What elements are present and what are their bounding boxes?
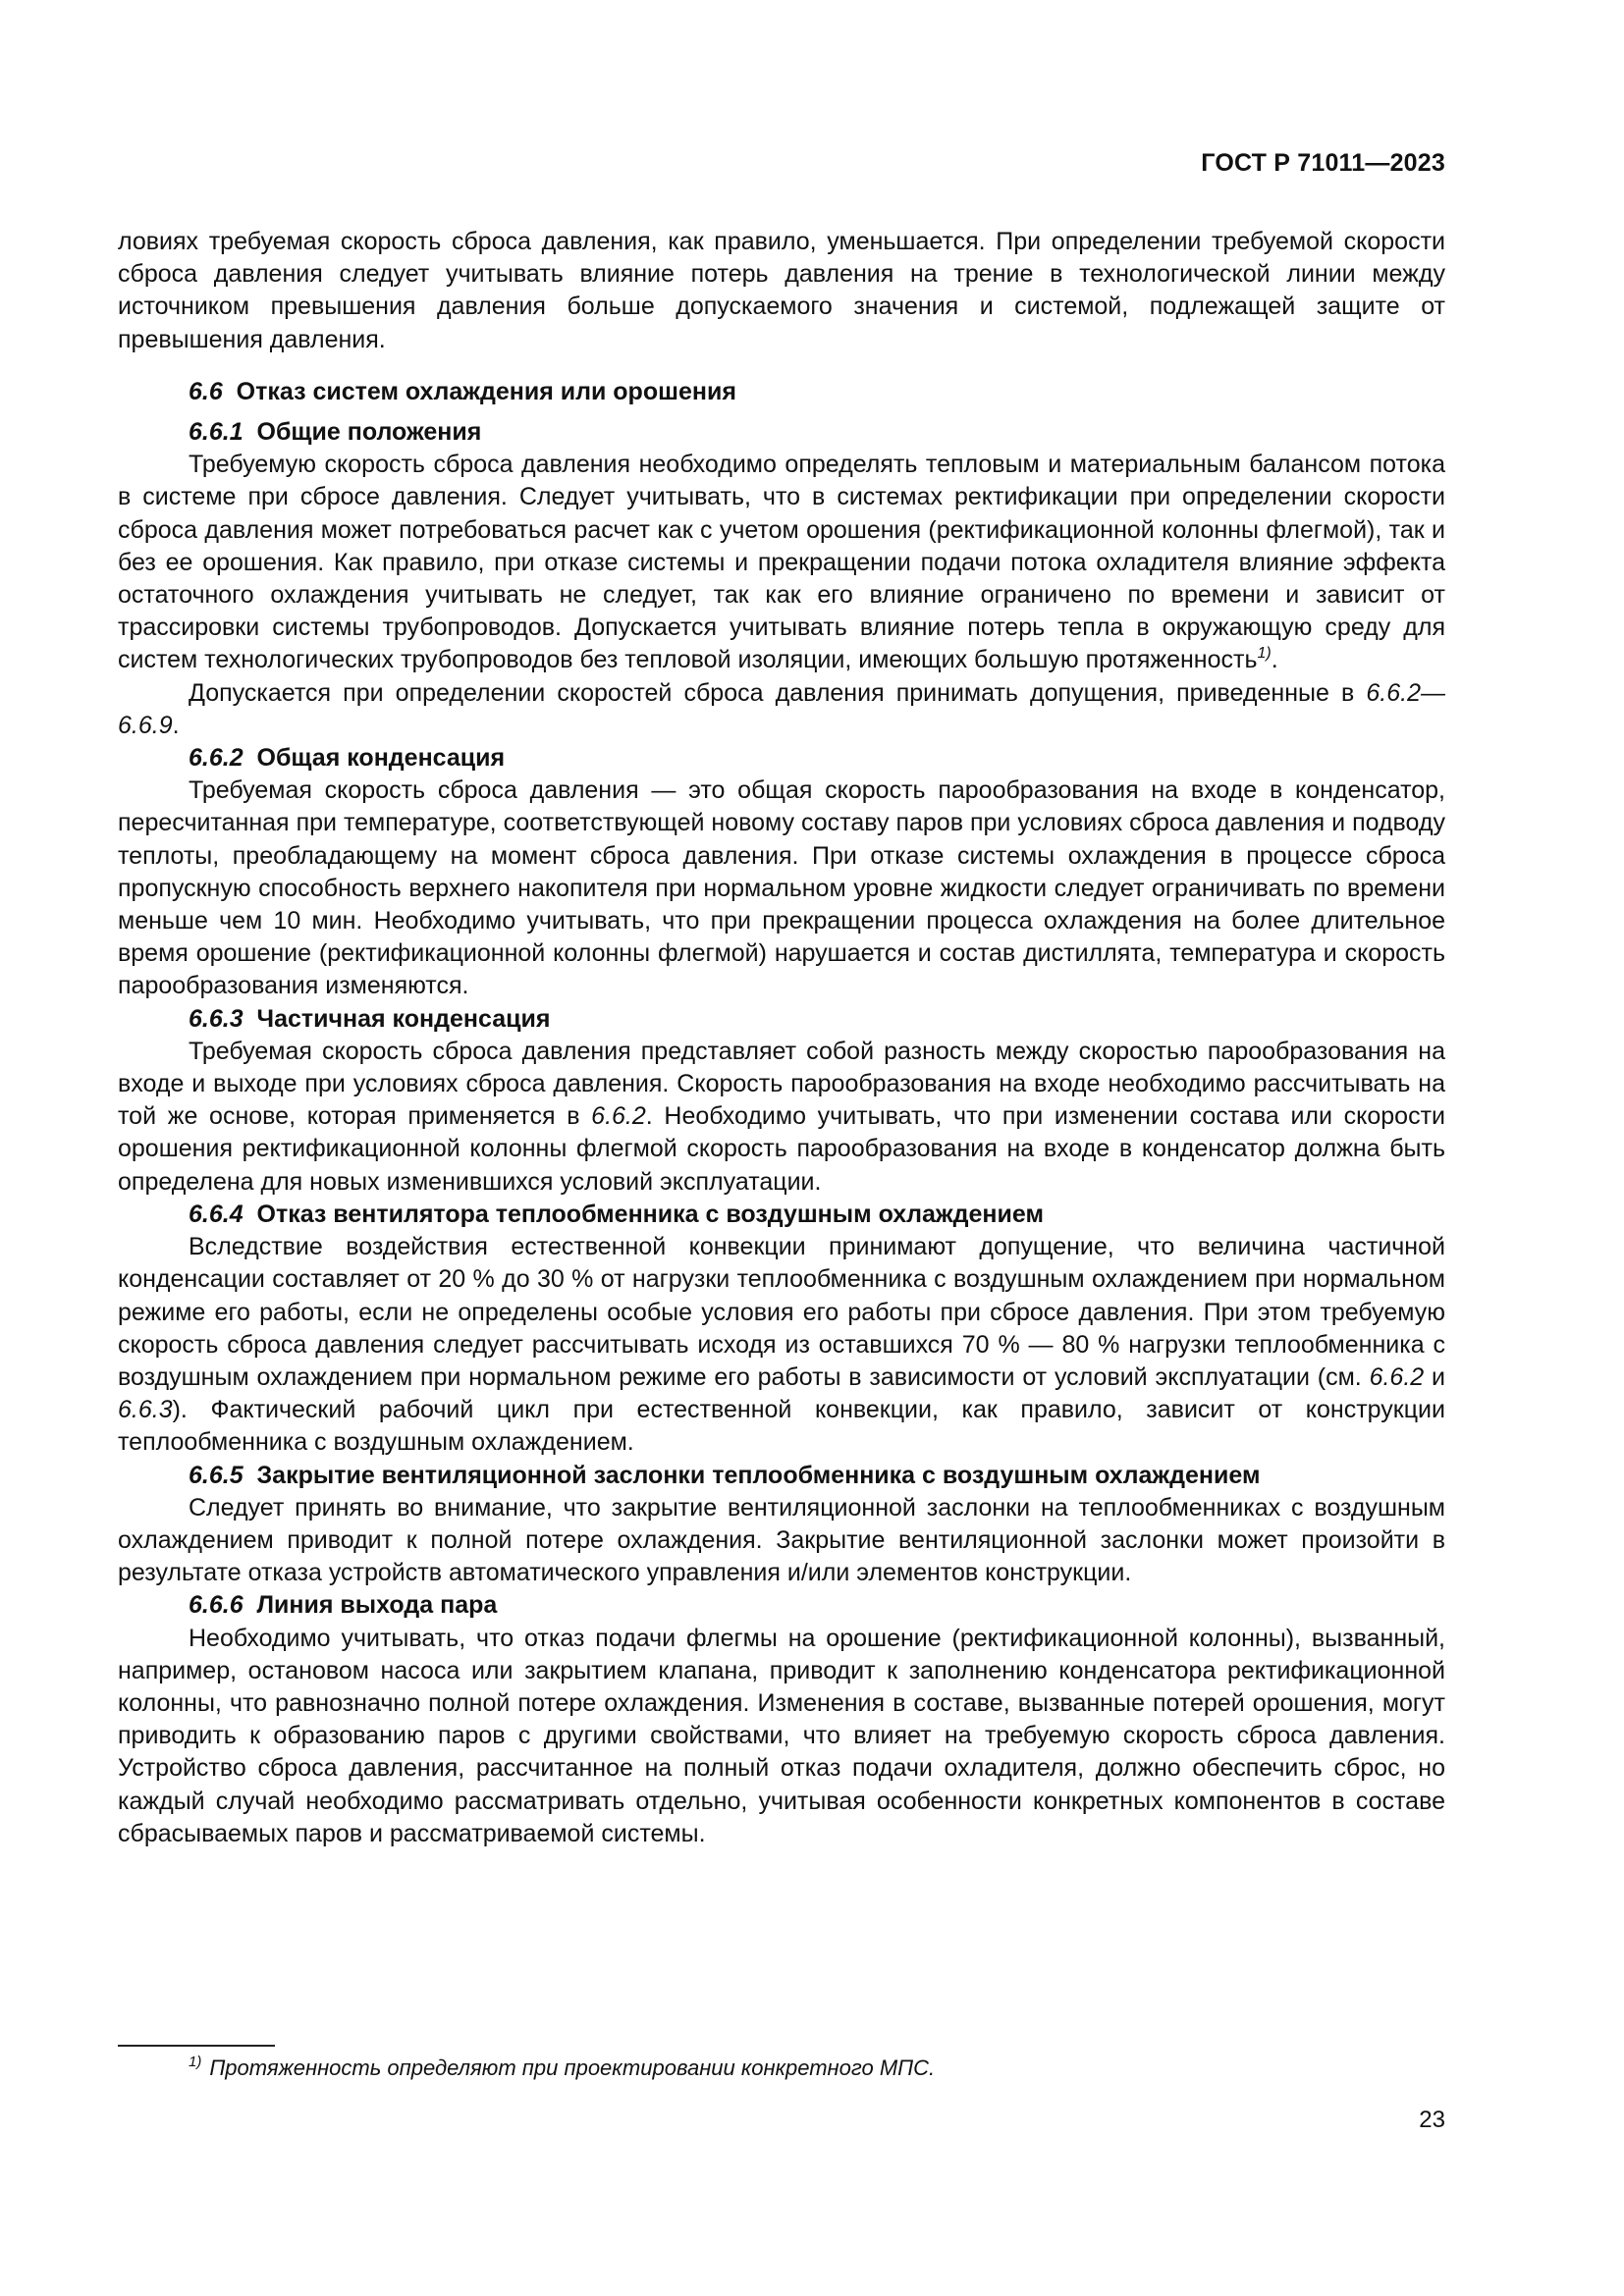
section-number: 6.6.1 (189, 418, 244, 447)
section-title: Общие положения (256, 418, 482, 447)
section-title: Отказ систем охлаждения или орошения (236, 377, 736, 405)
paragraph-6-6-1-b: Допускается при определении скоростей сброса давления принимать допущения, приведенные в 6.6.2—6.6.9. (118, 678, 1445, 739)
paragraph-6-6-5: Следует принять во внимание, что закрытие вентиляционной заслонки на теплообменниках с воздушным охлаждением приводит к полной потере охлаждения. Закрытие вентиляционной заслонки может произойти в результате отказа устройств автоматического управления и/или элементов конструкции. (118, 1493, 1445, 1587)
cross-reference: 6.6.2—6.6.9 (118, 678, 1445, 739)
continued-paragraph: ловиях требуемая скорость сброса давления, как правило, уменьшается. При определении требуемой скорости сброса давления следует учитывать влияние потерь давления на трение в технологической линии между источником превышения давления больше допускаемого значения и системой, подлежащей защите от превышения давления. (118, 228, 1445, 353)
section-title: Общая конденсация (256, 744, 506, 773)
section-heading-6-6 (118, 376, 1445, 408)
paragraph-6-6-2: Требуемая скорость сброса давления — это общая скорость парообразования на входе в конденсатор, пересчитанная при температуре, соответствующей новому составу паров при условиях сброса давления и подводу теплоты, преобладающему на момент сброса давления. При отказе системы охлаждения в процессе сброса пропускную способность верхнего накопителя при нормальном уровне жидкости следует ограничивать по времени меньше чем 10 мин. Необходимо учитывать, что при прекращении процесса охлаждения на более длительное время орошение (ректификационной колонны флегмой) нарушается и состав дистиллята, температура и скорость парообразования изменяются. (118, 776, 1445, 1000)
section-number: 6.6.5 (189, 1461, 244, 1489)
footnote-mark: 1) (189, 2054, 202, 2070)
section-number: 6.6.6 (189, 1591, 244, 1620)
paragraph-6-6-6: Необходимо учитывать, что отказ подачи флегмы на орошение (ректификационной колонны), вызванный, например, остановом насоса или закрытием клапана, приводит к заполнению конденсатора ректификационной колонны, что равнозначно полной потере охлаждения. Изменения в составе, вызванные потерей орошения, могут приводить к образованию паров с другими свойствами, что влияет на требуемую скорость сброса давления. Устройство сброса давления, рассчитанное на полный отказ подачи охладителя, должно обеспечить сброс, но каждый случай необходимо рассматривать отдельно, учитывая особенности конкретных компонентов в составе сбрасываемых паров и рассматриваемой системы. (118, 1624, 1445, 1847)
section-title: Закрытие вентиляционной заслонки теплообменника с воздушным охлаждением (256, 1461, 1261, 1489)
section-heading-6-6-4 (118, 1199, 1445, 1231)
paragraph-6-6-3: Требуемая скорость сброса давления представляет собой разность между скоростью парообразования на входе и выходе при условиях сброса давления. Скорость парообразования на входе необходимо рассчитывать на той же основе, которая применяется в 6.6.2. Необходимо учитывать, что при изменении состава или скорости орошения ректификационной колонны флегмой скорость парообразования на входе в конденсатор должна быть определена для новых изменившихся условий эксплуатации. (118, 1037, 1445, 1196)
section-title: Линия выхода пара (256, 1591, 498, 1620)
document-page (118, 0, 1445, 2296)
section-title: Отказ вентилятора теплообменника с воздушным охлаждением (256, 1200, 1044, 1228)
section-heading-6-6-2 (118, 742, 1445, 774)
main-text (118, 226, 1445, 1850)
section-number: 6.6.2 (189, 744, 244, 773)
paragraph-6-6-4: Вследствие воздействия естественной конвекции принимают допущение, что величина частичной конденсации составляет от 20 % до 30 % от нагрузки теплообменника с воздушным охлаждением при нормальном режиме его работы, если не определены особые условия его работы при сбросе давления. При этом требуемую скорость сброса давления следует рассчитывать исходя из оставшихся 70 % — 80 % нагрузки теплообменника с воздушным охлаждением при нормальном режиме его работы в зависимости от условий эксплуатации (см. 6.6.2 и 6.6.3). Фактический рабочий цикл при естественной конвекции, как правило, зависит от конструкции теплообменника с воздушным охлаждением. (118, 1233, 1445, 1457)
footnote-reference: 1) (1257, 645, 1272, 663)
section-title: Частичная конденсация (256, 1004, 551, 1033)
footnote (189, 2056, 935, 2081)
cross-reference: 6.6.2 (591, 1102, 646, 1131)
section-heading-6-6-6 (118, 1589, 1445, 1622)
section-heading-6-6-3 (118, 1003, 1445, 1036)
footnote-divider (118, 2045, 275, 2047)
page-number: 23 (1419, 2107, 1445, 2133)
footnote-text: Протяженность определяют при проектировании конкретного МПС. (209, 2056, 936, 2080)
paragraph-6-6-1-a: Требуемую скорость сброса давления необходимо определять тепловым и материальным балансом потока в системе при сбросе давления. Следует учитывать, что в системах ректификации при определении скорости сброса давления может потребоваться расчет как с учетом орошения (ректификационной колонны флегмой), так и без ее орошения. Как правило, при отказе системы и прекращении подачи потока охладителя влияние эффекта остаточного охлаждения учитывать не следует, так как его влияние ограничено по времени и зависит от трассировки системы трубопроводов. Допускается учитывать влияние потерь тепла в окружающую среду для систем технологических трубопроводов без тепловой изоляции, имеющих большую протяженность$^{1)}$. (118, 451, 1445, 674)
document-code-header: ГОСТ Р 71011—2023 (1201, 149, 1445, 177)
section-number: 6.6.4 (189, 1200, 244, 1228)
section-number: 6.6.3 (189, 1004, 244, 1033)
section-heading-6-6-1 (118, 416, 1445, 449)
cross-reference: 6.6.2 (1369, 1362, 1425, 1391)
section-number: 6.6 (189, 377, 223, 405)
cross-reference: 6.6.3 (118, 1396, 173, 1424)
section-heading-6-6-5 (118, 1460, 1445, 1492)
